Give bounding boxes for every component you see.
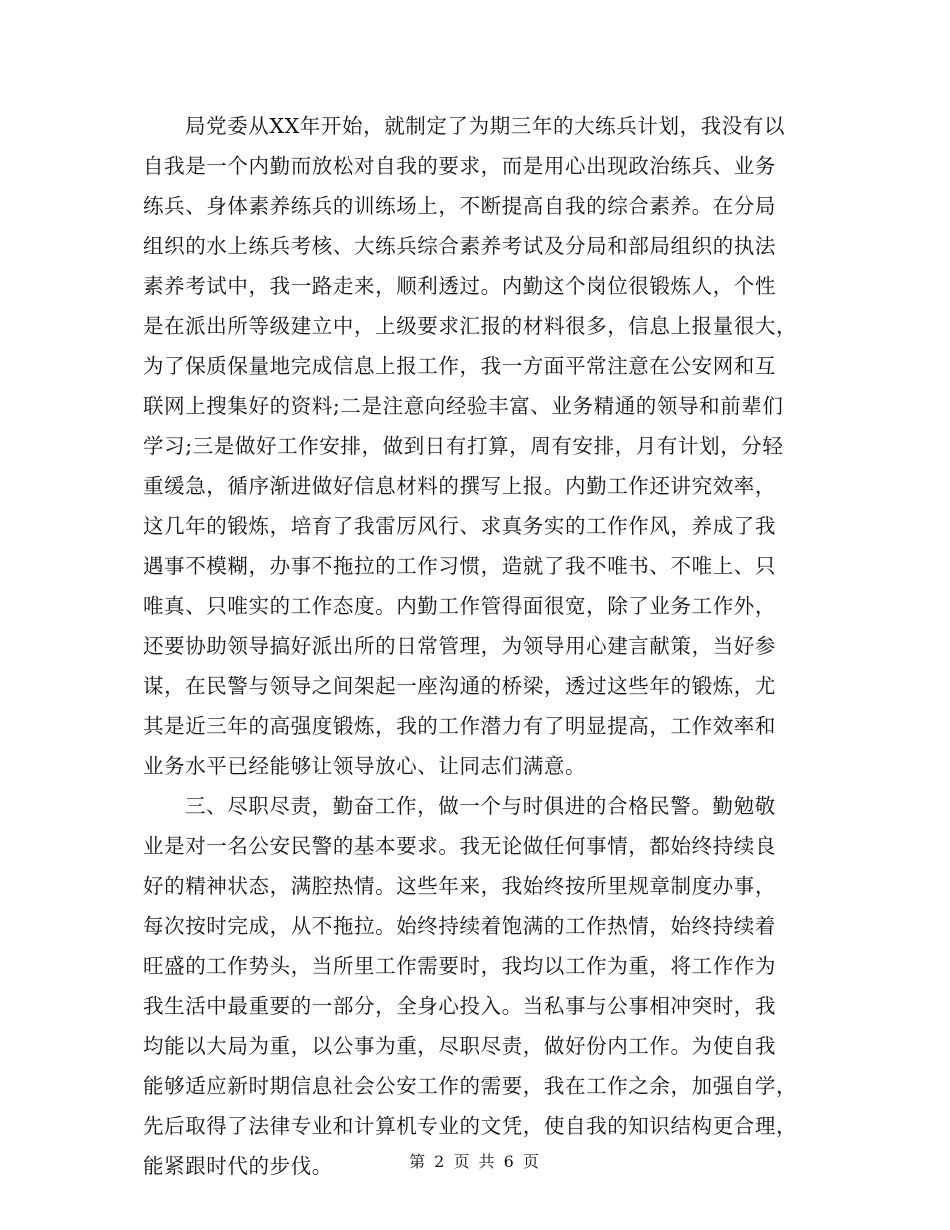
paragraph-line: 素养考试中，我一路走来，顺利透过。内勤这个岗位很锻炼人，个性 [143,274,776,298]
paragraph-line: 均能以大局为重，以公事为重，尽职尽责，做好份内工作。为使自我 [143,1034,776,1058]
paragraph-line: 三、尽职尽责，勤奋工作，做一个与时俱进的合格民警。勤勉敬 [185,794,776,818]
paragraph-line: 业是对一名公安民警的基本要求。我无论做任何事情，都始终持续良 [143,834,776,858]
paragraph-line: 唯真、只唯实的工作态度。内勤工作管得面很宽，除了业务工作外， [143,594,776,618]
paragraph-line: 学习;三是做好工作安排，做到日有打算，周有安排，月有计划，分轻 [143,434,784,458]
page-number-footer: 第 2 页 共 6 页 [409,1152,541,1171]
paragraph-line: 练兵、身体素养练兵的训练场上，不断提高自我的综合素养。在分局 [143,194,776,218]
paragraph-line: 是在派出所等级建立中，上级要求汇报的材料很多，信息上报量很大， [143,314,798,338]
paragraph-line: 还要协助领导搞好派出所的日常管理，为领导用心建言献策，当好参 [143,634,776,658]
paragraph-line: 能紧跟时代的步伐。 [143,1154,333,1178]
paragraph-line: 为了保质保量地完成信息上报工作，我一方面平常注意在公安网和互 [143,354,776,378]
document-body [143,106,811,1186]
paragraph-line: 重缓急，循序渐进做好信息材料的撰写上报。内勤工作还讲究效率， [143,474,776,498]
paragraph-line: 每次按时完成，从不拖拉。始终持续着饱满的工作热情，始终持续着 [143,914,776,938]
paragraph-line: 组织的水上练兵考核、大练兵综合素养考试及分局和部局组织的执法 [143,234,776,258]
paragraph-line: 我生活中最重要的一部分，全身心投入。当私事与公事相冲突时，我 [143,994,776,1018]
paragraph-line: 遇事不模糊，办事不拖拉的工作习惯，造就了我不唯书、不唯上、只 [143,554,776,578]
paragraph-line: 先后取得了法律专业和计算机专业的文凭，使自我的知识结构更合理， [143,1114,798,1138]
paragraph-line: 好的精神状态，满腔热情。这些年来，我始终按所里规章制度办事， [143,874,776,898]
paragraph-line: 自我是一个内勤而放松对自我的要求，而是用心出现政治练兵、业务 [143,154,776,178]
paragraph-line: 其是近三年的高强度锻炼，我的工作潜力有了明显提高，工作效率和 [143,714,776,738]
paragraph-line: 旺盛的工作势头，当所里工作需要时，我均以工作为重，将工作作为 [143,954,776,978]
paragraph-line: 能够适应新时期信息社会公安工作的需要，我在工作之余，加强自学， [143,1074,798,1098]
paragraph-line: 联网上搜集好的资料;二是注意向经验丰富、业务精通的领导和前辈们 [143,394,784,418]
paragraph-line: 局党委从XX年开始，就制定了为期三年的大练兵计划，我没有以 [185,114,786,138]
paragraph-line: 业务水平已经能够让领导放心、让同志们满意。 [143,754,587,778]
paragraph-line: 谋，在民警与领导之间架起一座沟通的桥梁，透过这些年的锻炼，尤 [143,674,776,698]
paragraph-line: 这几年的锻炼，培育了我雷厉风行、求真务实的工作作风，养成了我 [143,514,776,538]
